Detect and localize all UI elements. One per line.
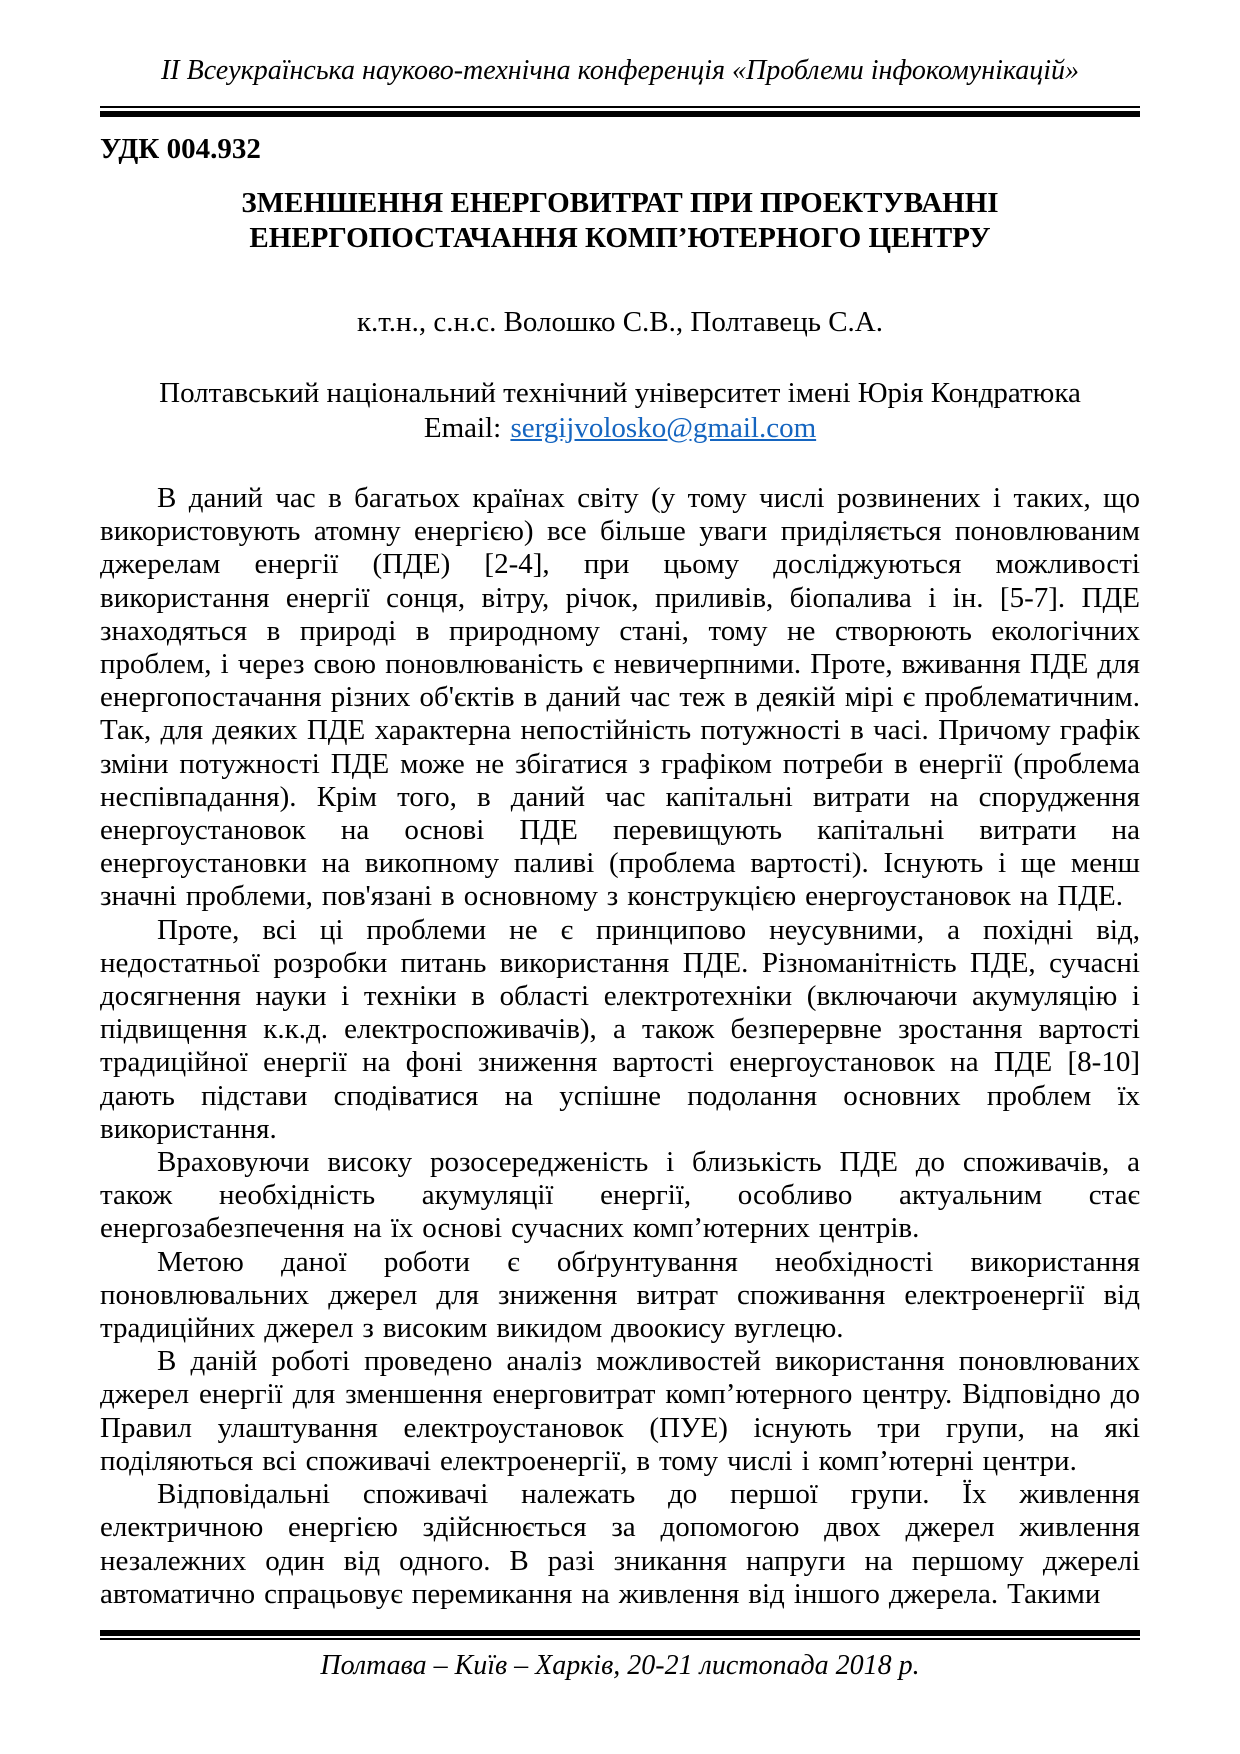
article-body <box>100 482 1140 1611</box>
affiliation-line: Полтавський національний технічний університет імені Юрія Кондратюка <box>159 377 1081 409</box>
paragraph-5: В даній роботі проведено аналіз можливостей використання поновлюваних джерел енергії для зменшення енерговитрат комп’ютерного центру. Відповідно до Правил улаштування електроустановок (ПУЕ) існують три групи, на які поділяються всі споживачі електроенергії, в тому числі і комп’ютерні центри. <box>100 1345 1140 1477</box>
header-rule <box>100 106 1140 117</box>
email-link[interactable]: sergijvolosko@gmail.com <box>510 412 817 444</box>
page-footer <box>100 1630 1140 1682</box>
footer-rule <box>100 1630 1140 1640</box>
paragraph-3: Враховуючи високу розосередженість і близькість ПДЕ до споживачів, а також необхідність акумуляції енергії, особливо актуальним стає енергозабезпечення на їх основі сучасних комп’ютерних центрів. <box>100 1146 1140 1245</box>
paragraph-1: В даний час в багатьох країнах світу (у тому числі розвинених і таких, що використовують атомну енергією) все більше уваги приділяється поновлюваним джерелам енергії (ПДЕ) [2-4], при цьому досліджуються можливості використання енергії сонця, вітру, річок, приливів, біопалива і ін. [5-7]. ПДЕ знаходяться в природі в природному стані, тому не створюють екологічних проблем, і через свою поновлюваність є невичерпними. Проте, вживання ПДЕ для енергопостачання різних об'єктів в даний час теж в деякій мірі є проблематичним. Так, для деяких ПДЕ характерна непостійність потужності в часі. Причому графік зміни потужності ПДЕ може не збігатися з графіком потреби в енергії (проблема неспівпадання). Крім того, в даний час капітальні витрати на спорудження енергоустановок на основі ПДЕ перевищують капітальні витрати на енергоустановки на викопному паливі (проблема вартості). Існують і ще менш значні проблеми, пов'язані в основному з конструкцією енергоустановок на ПДЕ. <box>100 482 1140 913</box>
paragraph-6: Відповідальні споживачі належать до першої групи. Їх живлення електричною енергією здійснюється за допомогою двох джерел живлення незалежних один від одного. В разі зникання напруги на першому джерелі автоматично спрацьовує перемикання на живлення від іншого джерела. Такими <box>100 1478 1140 1610</box>
page-content <box>100 54 1140 1611</box>
udc-code: УДК 004.932 <box>100 133 261 165</box>
email-label: Email: <box>423 412 502 444</box>
conference-running-head: ІІ Всеукраїнська науково-технічна конференція «Проблеми інфокомунікацій» <box>160 55 1080 86</box>
authors-line: к.т.н., с.н.с. Волошко С.В., Полтавець С.А. <box>356 306 884 338</box>
article-title: ЗМЕНШЕННЯ ЕНЕРГОВИТРАТ ПРИ ПРОЕКТУВАННІ ЕНЕРГОПОСТАЧАННЯ КОМП’ЮТЕРНОГО ЦЕНТРУ <box>241 187 999 254</box>
paragraph-2: Проте, всі ці проблеми не є принципово неусувними, а похідні від, недостатньої розробки питань використання ПДЕ. Різноманітність ПДЕ, сучасні досягнення науки і техніки в області електротехніки (включаючи акумуляцію і підвищення к.к.д. електроспоживачів), а також безперервне зростання вартості традиційної енергії на фоні зниження вартості енергоустановок на ПДЕ [8-10] дають підстави сподіватися на успішне подолання основних проблем їх використання. <box>100 913 1140 1145</box>
paragraph-4: Метою даної роботи є обґрунтування необхідності використання поновлювальних джерел для зниження витрат споживання електроенергії від традиційних джерел з високим викидом двоокису вуглецю. <box>100 1245 1140 1345</box>
email-line <box>100 410 1140 446</box>
footer-text: Полтава – Київ – Харків, 20-21 листопада 2018 р. <box>320 1650 920 1681</box>
